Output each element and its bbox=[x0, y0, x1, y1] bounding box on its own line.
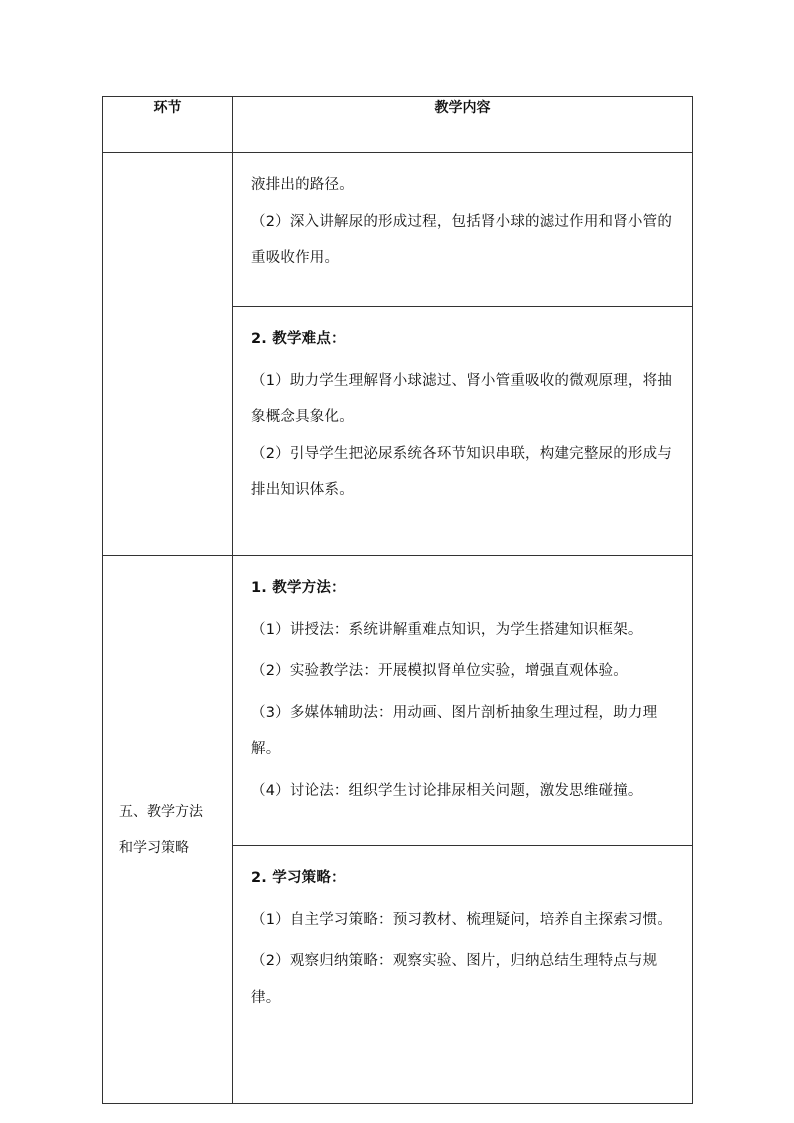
table-header-row bbox=[103, 97, 693, 153]
content-item: （1）自主学习策略：预习教材、梳理疑问，培养自主探索习惯。 bbox=[251, 911, 673, 928]
content-heading: 1. 教学方法： bbox=[251, 580, 346, 596]
section-cell-methods-strategies bbox=[103, 556, 233, 1104]
content-cell-methods bbox=[233, 556, 693, 846]
table-row bbox=[103, 153, 693, 307]
content-item: （2）深入讲解尿的形成过程，包括肾小球的滤过作用和肾小管的重吸收作用。 bbox=[251, 213, 673, 266]
content-cell-continued bbox=[233, 153, 693, 307]
content-item: （2）引导学生把泌尿系统各环节知识串联，构建完整尿的形成与排出知识体系。 bbox=[251, 445, 673, 498]
content-item: （4）讨论法：组织学生讨论排尿相关问题，激发思维碰撞。 bbox=[251, 782, 643, 799]
content-heading: 2. 教学难点： bbox=[251, 331, 346, 347]
content-item: （1）助力学生理解肾小球滤过、肾小管重吸收的微观原理，将抽象概念具象化。 bbox=[251, 372, 673, 425]
section-label-line: 五、教学方法 bbox=[119, 803, 203, 820]
section-label-line: 和学习策略 bbox=[119, 839, 189, 856]
content-heading: 2. 学习策略： bbox=[251, 870, 346, 886]
lesson-plan-table bbox=[102, 96, 693, 1104]
section-cell-empty bbox=[103, 153, 233, 556]
content-item: （2）观察归纳策略：观察实验、图片，归纳总结生理特点与规律。 bbox=[251, 953, 658, 1006]
content-item: （3）多媒体辅助法：用动画、图片剖析抽象生理过程，助力理解。 bbox=[251, 704, 658, 757]
content-line: 液排出的路径。 bbox=[251, 177, 354, 193]
content-item: （2）实验教学法：开展模拟肾单位实验，增强直观体验。 bbox=[251, 663, 628, 679]
content-cell-strategies bbox=[233, 846, 693, 1104]
table-row bbox=[103, 556, 693, 846]
header-section-column: 环节 bbox=[103, 97, 233, 153]
header-content-column: 教学内容 bbox=[233, 97, 693, 153]
content-item: （1）讲授法：系统讲解重难点知识，为学生搭建知识框架。 bbox=[251, 621, 643, 638]
content-cell-difficulty bbox=[233, 307, 693, 556]
